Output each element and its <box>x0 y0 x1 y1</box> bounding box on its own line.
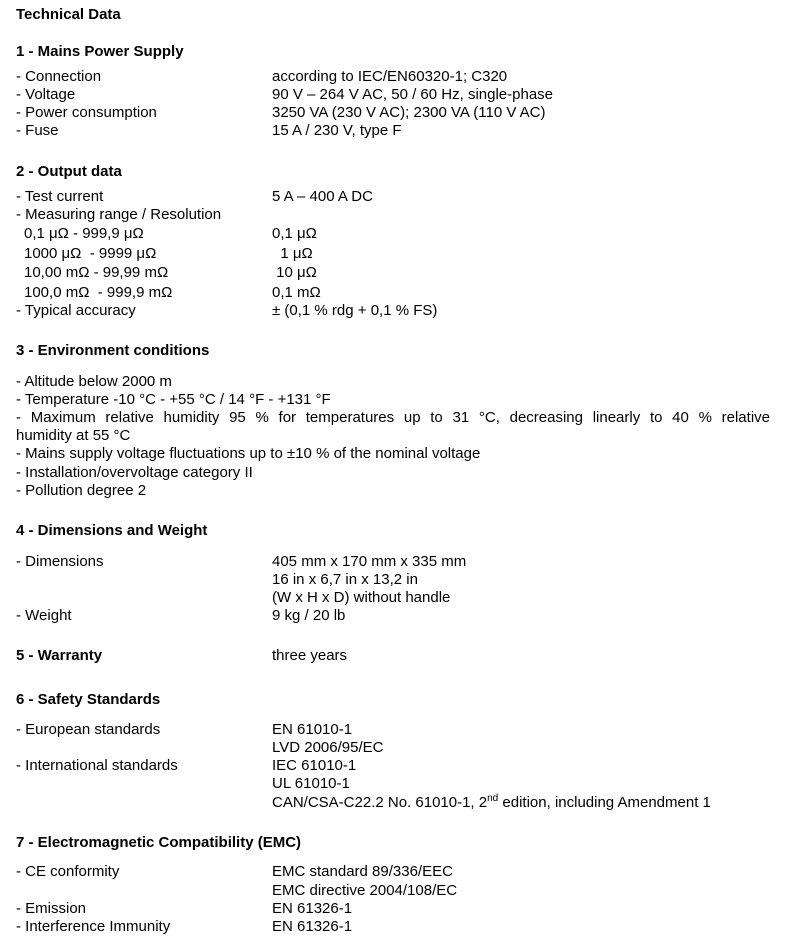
section-heading-emc: 7 - Electromagnetic Compatibility (EMC) <box>16 834 302 851</box>
spec-value: according to IEC/EN60320-1; C320 <box>272 68 508 85</box>
resolution-value: 10 μΩ <box>272 264 317 281</box>
spec-label: - European standards <box>16 721 161 738</box>
spec-value: EN 61010-1 <box>272 721 353 738</box>
env-item: humidity at 55 °C <box>16 427 131 444</box>
spec-value: 405 mm x 170 mm x 335 mm <box>272 553 467 570</box>
spec-value: 16 in x 6,7 in x 13,2 in <box>272 571 418 588</box>
env-item-justified: - Maximum relative humidity 95 % for temperatures up to 31 °C, decreasing linearly to 40 % relative <box>16 409 770 426</box>
spec-value: three years <box>272 647 348 664</box>
section-heading-output-data: 2 - Output data <box>16 163 122 180</box>
spec-value: (W x H x D) without handle <box>272 589 451 606</box>
page-title: Technical Data <box>16 6 121 23</box>
spec-value: IEC 61010-1 <box>272 757 357 774</box>
env-item: - Temperature -10 °C - +55 °C / 14 °F - +131 °F <box>16 391 331 408</box>
spec-value: EMC standard 89/336/EEC <box>272 863 453 880</box>
spec-value-csa <box>272 794 711 812</box>
env-item: - Mains supply voltage fluctuations up to ±10 % of the nominal voltage <box>16 445 481 462</box>
spec-value: EN 61326-1 <box>272 918 353 935</box>
spec-label: - CE conformity <box>16 863 120 880</box>
section-heading-dimensions: 4 - Dimensions and Weight <box>16 522 208 539</box>
spec-value: 5 A – 400 A DC <box>272 188 373 205</box>
spec-label: - Weight <box>16 607 72 624</box>
spec-value: UL 61010-1 <box>272 775 350 792</box>
spec-value: 90 V – 264 V AC, 50 / 60 Hz, single-phase <box>272 86 554 103</box>
range-item: 10,00 mΩ - 99,99 mΩ <box>24 264 169 281</box>
spec-label: - Connection <box>16 68 102 85</box>
spec-label: - International standards <box>16 757 178 774</box>
spec-label: - Measuring range / Resolution <box>16 206 222 223</box>
env-item: - Pollution degree 2 <box>16 482 147 499</box>
range-item: 1000 μΩ - 9999 μΩ <box>24 245 157 262</box>
section-heading-warranty: 5 - Warranty <box>16 647 103 664</box>
spec-label: - Voltage <box>16 86 76 103</box>
section-heading-safety: 6 - Safety Standards <box>16 691 161 708</box>
spec-value: 15 A / 230 V, type F <box>272 122 402 139</box>
section-heading-environment: 3 - Environment conditions <box>16 342 210 359</box>
spec-label: - Emission <box>16 900 87 917</box>
range-item: 0,1 μΩ - 999,9 μΩ <box>24 225 144 242</box>
resolution-value: 0,1 μΩ <box>272 225 317 242</box>
spec-label: - Power consumption <box>16 104 157 121</box>
spec-label: - Test current <box>16 188 104 205</box>
resolution-value: 1 μΩ <box>272 245 313 262</box>
csa-suffix: edition, including Amendment 1 <box>498 794 711 811</box>
spec-value: EN 61326-1 <box>272 900 353 917</box>
env-item: - Installation/overvoltage category II <box>16 464 253 481</box>
ordinal-suffix: nd <box>487 793 499 804</box>
csa-prefix: CAN/CSA-C22.2 No. 61010-1, 2 <box>272 794 488 811</box>
spec-value: ± (0,1 % rdg + 0,1 % FS) <box>272 302 438 319</box>
resolution-value: 0,1 mΩ <box>272 284 321 301</box>
spec-value: EMC directive 2004/108/EC <box>272 882 458 899</box>
spec-label: - Fuse <box>16 122 59 139</box>
env-item: - Altitude below 2000 m <box>16 373 172 390</box>
spec-label: - Typical accuracy <box>16 302 136 319</box>
section-heading-mains-power: 1 - Mains Power Supply <box>16 43 184 60</box>
spec-label: - Interference Immunity <box>16 918 171 935</box>
spec-value: 3250 VA (230 V AC); 2300 VA (110 V AC) <box>272 104 546 121</box>
spec-label: - Dimensions <box>16 553 104 570</box>
range-item: 100,0 mΩ - 999,9 mΩ <box>24 284 173 301</box>
spec-value: 9 kg / 20 lb <box>272 607 346 624</box>
spec-value: LVD 2006/95/EC <box>272 739 384 756</box>
